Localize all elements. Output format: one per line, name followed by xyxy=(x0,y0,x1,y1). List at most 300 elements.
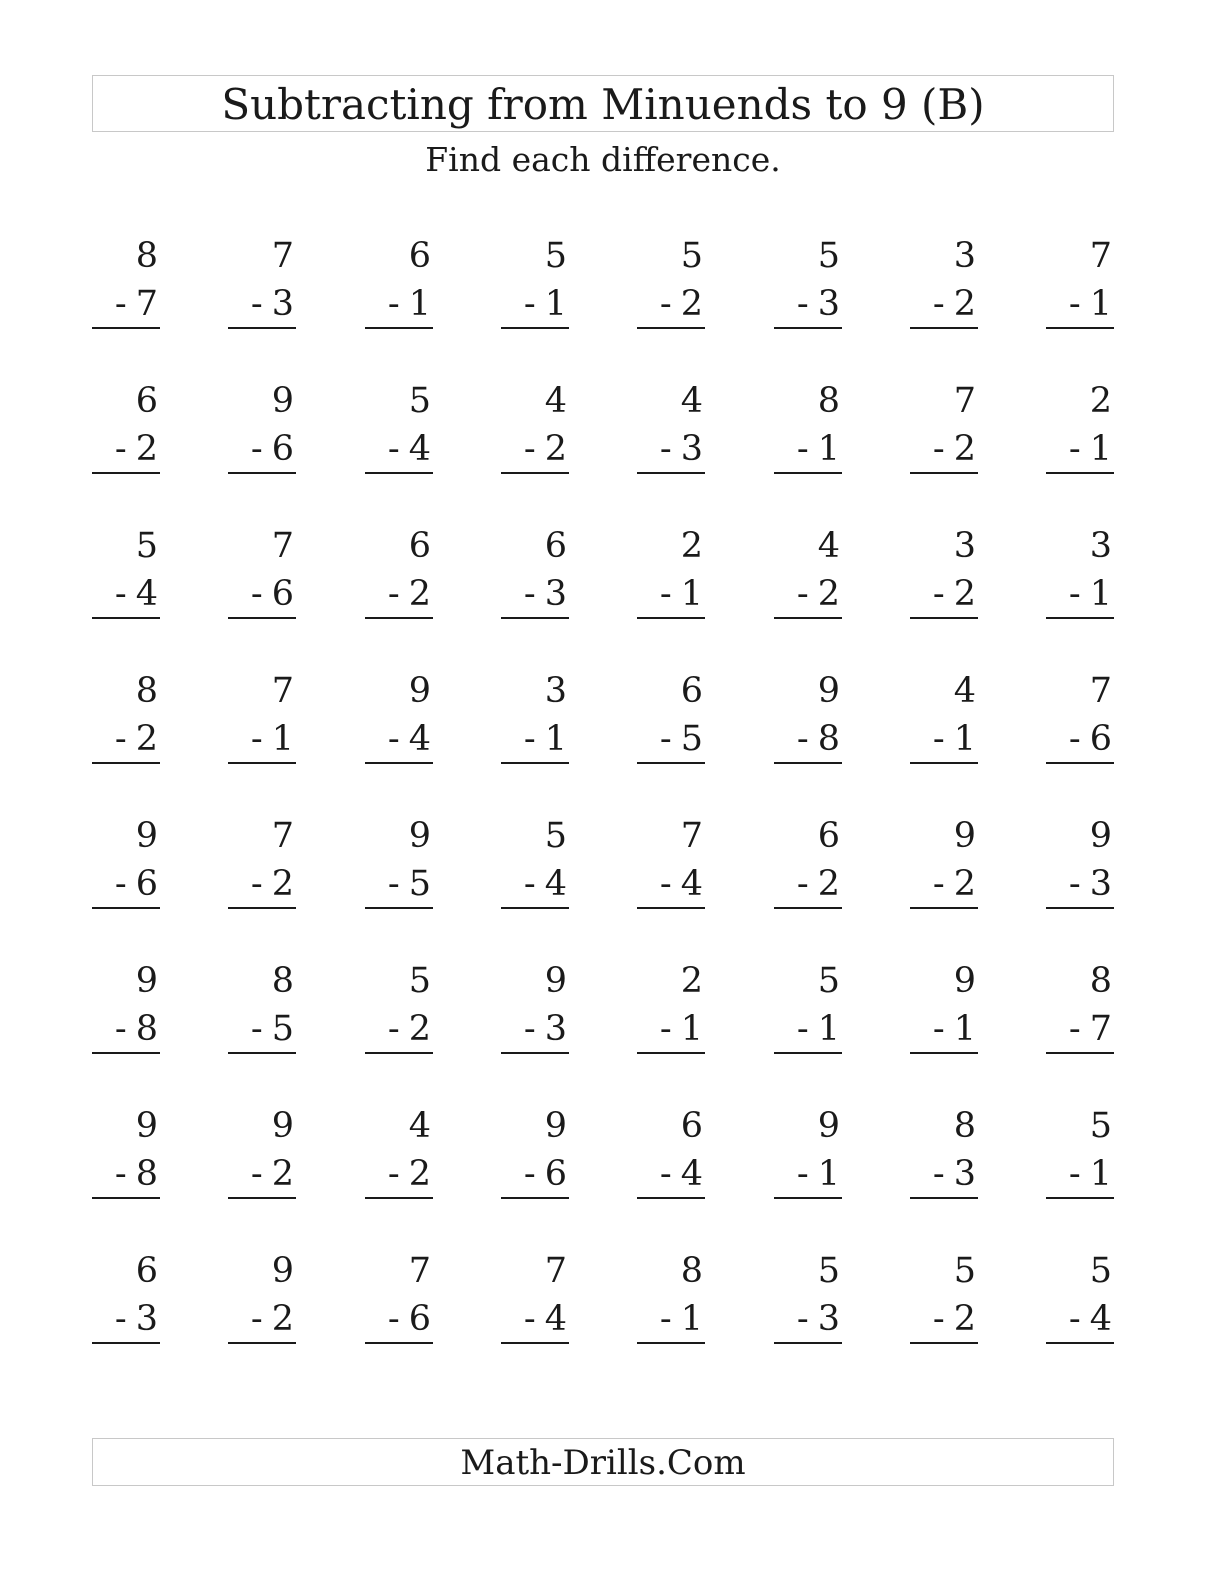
answer-line xyxy=(1046,472,1114,474)
minuend: 2 xyxy=(680,526,703,566)
subtraction-problem xyxy=(92,377,160,487)
answer-line xyxy=(365,327,433,329)
minuend: 9 xyxy=(135,1106,158,1146)
minus-sign: - xyxy=(1068,1299,1081,1339)
subtrahend: 2 xyxy=(953,429,976,469)
minuend: 9 xyxy=(1089,816,1112,856)
subtraction-problem xyxy=(228,522,296,632)
answer-line xyxy=(774,1052,842,1054)
subtrahend: 6 xyxy=(271,429,294,469)
subtrahend-line xyxy=(660,1295,703,1343)
minuend: 8 xyxy=(135,671,158,711)
minus-sign: - xyxy=(1068,429,1081,469)
subtrahend-line xyxy=(797,860,840,908)
subtrahend: 6 xyxy=(408,1299,431,1339)
subtrahend-line xyxy=(797,1295,840,1343)
subtrahend-line xyxy=(660,1005,703,1053)
minus-sign: - xyxy=(114,1154,127,1194)
subtraction-problem xyxy=(365,957,433,1067)
subtraction-problem xyxy=(228,667,296,777)
subtrahend: 5 xyxy=(408,864,431,904)
answer-line xyxy=(365,472,433,474)
subtrahend-line xyxy=(388,570,431,618)
subtrahend-line xyxy=(797,570,840,618)
minus-sign: - xyxy=(114,1009,127,1049)
subtraction-problem xyxy=(1046,1102,1114,1212)
subtrahend: 3 xyxy=(1089,864,1112,904)
minuend: 9 xyxy=(817,671,840,711)
subtraction-problem xyxy=(1046,957,1114,1067)
subtrahend-line xyxy=(933,280,976,328)
subtrahend-line xyxy=(1069,1005,1112,1053)
subtrahend: 2 xyxy=(135,429,158,469)
subtraction-problem xyxy=(637,812,705,922)
subtrahend-line xyxy=(115,425,158,473)
subtrahend-line xyxy=(1069,715,1112,763)
subtraction-problem xyxy=(1046,812,1114,922)
answer-line xyxy=(910,907,978,909)
subtraction-problem xyxy=(637,232,705,342)
subtrahend-line xyxy=(933,715,976,763)
subtraction-problem xyxy=(228,812,296,922)
answer-line xyxy=(228,1197,296,1199)
minuend: 7 xyxy=(1089,236,1112,276)
subtraction-problem xyxy=(228,377,296,487)
subtrahend-line xyxy=(660,715,703,763)
minuend: 7 xyxy=(544,1251,567,1291)
subtrahend-line xyxy=(524,860,567,908)
minuend: 4 xyxy=(544,381,567,421)
answer-line xyxy=(637,1052,705,1054)
answer-line xyxy=(1046,1342,1114,1344)
minuend: 7 xyxy=(1089,671,1112,711)
answer-line xyxy=(92,1052,160,1054)
subtrahend-line xyxy=(251,860,294,908)
minus-sign: - xyxy=(114,284,127,324)
minus-sign: - xyxy=(796,719,809,759)
subtrahend: 7 xyxy=(135,284,158,324)
minuend: 9 xyxy=(953,961,976,1001)
answer-line xyxy=(501,1342,569,1344)
minus-sign: - xyxy=(1068,719,1081,759)
answer-line xyxy=(910,472,978,474)
minus-sign: - xyxy=(387,429,400,469)
subtraction-problem xyxy=(228,957,296,1067)
answer-line xyxy=(1046,327,1114,329)
minuend: 4 xyxy=(680,381,703,421)
subtrahend-line xyxy=(524,715,567,763)
subtrahend: 2 xyxy=(135,719,158,759)
subtrahend: 3 xyxy=(953,1154,976,1194)
subtrahend-line xyxy=(388,715,431,763)
subtraction-problem xyxy=(637,1102,705,1212)
subtraction-problem xyxy=(774,377,842,487)
minuend: 5 xyxy=(544,236,567,276)
answer-line xyxy=(637,1342,705,1344)
subtraction-problem xyxy=(92,522,160,632)
subtraction-problem xyxy=(501,957,569,1067)
subtrahend: 2 xyxy=(817,864,840,904)
minus-sign: - xyxy=(250,574,263,614)
subtraction-problem xyxy=(228,232,296,342)
minuend: 7 xyxy=(680,816,703,856)
subtrahend: 4 xyxy=(544,864,567,904)
worksheet-title: Subtracting from Minuends to 9 (B) xyxy=(221,80,985,129)
subtrahend: 2 xyxy=(953,864,976,904)
subtrahend: 2 xyxy=(408,1154,431,1194)
subtrahend: 1 xyxy=(544,284,567,324)
minuend: 5 xyxy=(1089,1106,1112,1146)
subtrahend: 2 xyxy=(408,574,431,614)
subtrahend: 1 xyxy=(1089,429,1112,469)
minus-sign: - xyxy=(796,1299,809,1339)
subtrahend: 3 xyxy=(680,429,703,469)
subtraction-problem xyxy=(1046,1247,1114,1357)
subtraction-problem xyxy=(501,232,569,342)
minus-sign: - xyxy=(387,719,400,759)
minus-sign: - xyxy=(1068,284,1081,324)
answer-line xyxy=(774,1342,842,1344)
subtrahend: 4 xyxy=(544,1299,567,1339)
subtrahend-line xyxy=(1069,570,1112,618)
subtraction-problem xyxy=(774,812,842,922)
minus-sign: - xyxy=(796,864,809,904)
subtrahend: 2 xyxy=(953,1299,976,1339)
subtrahend: 4 xyxy=(680,864,703,904)
subtrahend-line xyxy=(660,860,703,908)
subtrahend-line xyxy=(524,1150,567,1198)
minuend: 9 xyxy=(408,671,431,711)
subtrahend-line xyxy=(1069,1150,1112,1198)
subtrahend: 8 xyxy=(135,1009,158,1049)
subtraction-problem xyxy=(1046,522,1114,632)
subtrahend: 6 xyxy=(544,1154,567,1194)
minus-sign: - xyxy=(796,1009,809,1049)
subtraction-problem xyxy=(774,522,842,632)
subtraction-problem xyxy=(1046,232,1114,342)
answer-line xyxy=(637,472,705,474)
subtraction-problem xyxy=(774,1247,842,1357)
minuend: 5 xyxy=(544,816,567,856)
minus-sign: - xyxy=(659,574,672,614)
minuend: 6 xyxy=(544,526,567,566)
answer-line xyxy=(92,327,160,329)
subtrahend: 1 xyxy=(544,719,567,759)
minus-sign: - xyxy=(523,284,536,324)
minuend: 7 xyxy=(953,381,976,421)
minus-sign: - xyxy=(114,719,127,759)
subtrahend-line xyxy=(1069,280,1112,328)
subtrahend-line xyxy=(115,570,158,618)
subtrahend: 4 xyxy=(408,429,431,469)
minus-sign: - xyxy=(250,719,263,759)
minuend: 4 xyxy=(953,671,976,711)
subtraction-problem xyxy=(92,957,160,1067)
minus-sign: - xyxy=(523,1154,536,1194)
answer-line xyxy=(228,617,296,619)
subtrahend: 1 xyxy=(1089,1154,1112,1194)
minus-sign: - xyxy=(523,574,536,614)
subtraction-problem xyxy=(501,377,569,487)
subtrahend: 3 xyxy=(817,284,840,324)
subtrahend-line xyxy=(933,1295,976,1343)
minus-sign: - xyxy=(1068,574,1081,614)
minus-sign: - xyxy=(659,719,672,759)
subtrahend-line xyxy=(251,1005,294,1053)
minus-sign: - xyxy=(114,574,127,614)
minuend: 5 xyxy=(817,236,840,276)
subtrahend-line xyxy=(524,1005,567,1053)
subtraction-problem xyxy=(1046,377,1114,487)
subtrahend-line xyxy=(660,570,703,618)
subtrahend: 7 xyxy=(1089,1009,1112,1049)
subtrahend: 6 xyxy=(271,574,294,614)
minuend: 7 xyxy=(271,816,294,856)
minus-sign: - xyxy=(796,1154,809,1194)
subtraction-problem xyxy=(774,667,842,777)
answer-line xyxy=(637,327,705,329)
subtraction-problem xyxy=(501,667,569,777)
minus-sign: - xyxy=(250,284,263,324)
answer-line xyxy=(501,907,569,909)
minuend: 5 xyxy=(817,1251,840,1291)
answer-line xyxy=(910,762,978,764)
minus-sign: - xyxy=(659,284,672,324)
minuend: 8 xyxy=(271,961,294,1001)
minuend: 8 xyxy=(1089,961,1112,1001)
subtraction-problem xyxy=(228,1102,296,1212)
subtrahend-line xyxy=(660,425,703,473)
minus-sign: - xyxy=(523,1009,536,1049)
answer-line xyxy=(228,327,296,329)
answer-line xyxy=(228,1052,296,1054)
subtraction-problem xyxy=(637,1247,705,1357)
subtrahend: 2 xyxy=(544,429,567,469)
subtrahend-line xyxy=(797,425,840,473)
minuend: 9 xyxy=(271,1106,294,1146)
subtrahend-line xyxy=(388,425,431,473)
subtrahend: 8 xyxy=(135,1154,158,1194)
answer-line xyxy=(774,907,842,909)
subtrahend-line xyxy=(797,280,840,328)
minuend: 6 xyxy=(680,1106,703,1146)
subtraction-problem xyxy=(774,1102,842,1212)
minus-sign: - xyxy=(114,429,127,469)
answer-line xyxy=(365,617,433,619)
subtrahend-line xyxy=(524,280,567,328)
subtraction-problem xyxy=(92,667,160,777)
subtraction-problem xyxy=(365,232,433,342)
minuend: 9 xyxy=(271,381,294,421)
subtrahend: 6 xyxy=(135,864,158,904)
subtrahend: 4 xyxy=(1089,1299,1112,1339)
subtrahend-line xyxy=(660,280,703,328)
subtraction-problem xyxy=(910,522,978,632)
minuend: 6 xyxy=(817,816,840,856)
subtraction-problem xyxy=(637,522,705,632)
subtrahend: 1 xyxy=(680,1299,703,1339)
minuend: 6 xyxy=(135,1251,158,1291)
minus-sign: - xyxy=(387,1299,400,1339)
subtrahend: 3 xyxy=(817,1299,840,1339)
subtrahend-line xyxy=(933,425,976,473)
subtrahend: 1 xyxy=(408,284,431,324)
answer-line xyxy=(501,762,569,764)
minuend: 2 xyxy=(1089,381,1112,421)
answer-line xyxy=(910,327,978,329)
subtraction-problem xyxy=(910,667,978,777)
subtrahend: 4 xyxy=(680,1154,703,1194)
minuend: 2 xyxy=(680,961,703,1001)
subtrahend: 2 xyxy=(953,574,976,614)
answer-line xyxy=(637,762,705,764)
answer-line xyxy=(774,617,842,619)
subtrahend-line xyxy=(115,1150,158,1198)
subtrahend: 2 xyxy=(271,1154,294,1194)
answer-line xyxy=(365,1197,433,1199)
answer-line xyxy=(1046,907,1114,909)
minus-sign: - xyxy=(796,429,809,469)
subtrahend-line xyxy=(251,280,294,328)
minus-sign: - xyxy=(1068,1009,1081,1049)
subtrahend-line xyxy=(933,1150,976,1198)
subtrahend-line xyxy=(115,1005,158,1053)
subtrahend: 8 xyxy=(817,719,840,759)
subtraction-problem xyxy=(637,667,705,777)
subtrahend-line xyxy=(388,280,431,328)
minus-sign: - xyxy=(523,864,536,904)
minus-sign: - xyxy=(1068,864,1081,904)
minus-sign: - xyxy=(250,1009,263,1049)
subtraction-problem xyxy=(365,377,433,487)
subtraction-problem xyxy=(501,1247,569,1357)
minus-sign: - xyxy=(250,864,263,904)
minus-sign: - xyxy=(114,1299,127,1339)
answer-line xyxy=(774,327,842,329)
subtraction-problem xyxy=(365,1247,433,1357)
answer-line xyxy=(228,1342,296,1344)
minuend: 7 xyxy=(408,1251,431,1291)
subtrahend-line xyxy=(388,1005,431,1053)
answer-line xyxy=(365,1342,433,1344)
subtrahend: 3 xyxy=(544,1009,567,1049)
minus-sign: - xyxy=(932,719,945,759)
subtraction-problem xyxy=(92,232,160,342)
subtraction-problem xyxy=(1046,667,1114,777)
subtrahend-line xyxy=(251,715,294,763)
subtrahend: 6 xyxy=(1089,719,1112,759)
subtrahend: 1 xyxy=(1089,284,1112,324)
minus-sign: - xyxy=(932,1009,945,1049)
minus-sign: - xyxy=(659,1009,672,1049)
minuend: 4 xyxy=(817,526,840,566)
subtrahend-line xyxy=(524,1295,567,1343)
answer-line xyxy=(910,1052,978,1054)
minus-sign: - xyxy=(932,1154,945,1194)
minuend: 5 xyxy=(680,236,703,276)
subtrahend: 4 xyxy=(408,719,431,759)
minus-sign: - xyxy=(659,864,672,904)
minuend: 7 xyxy=(271,236,294,276)
minuend: 3 xyxy=(1089,526,1112,566)
answer-line xyxy=(1046,762,1114,764)
answer-line xyxy=(501,1052,569,1054)
minus-sign: - xyxy=(932,1299,945,1339)
minuend: 4 xyxy=(408,1106,431,1146)
minus-sign: - xyxy=(250,429,263,469)
subtrahend-line xyxy=(115,280,158,328)
minuend: 5 xyxy=(135,526,158,566)
answer-line xyxy=(637,907,705,909)
subtrahend: 1 xyxy=(817,1009,840,1049)
answer-line xyxy=(92,1197,160,1199)
subtrahend: 1 xyxy=(271,719,294,759)
subtrahend: 1 xyxy=(680,1009,703,1049)
minuend: 9 xyxy=(953,816,976,856)
minuend: 8 xyxy=(135,236,158,276)
subtraction-problem xyxy=(92,812,160,922)
subtraction-problem xyxy=(365,667,433,777)
answer-line xyxy=(365,1052,433,1054)
minus-sign: - xyxy=(387,864,400,904)
subtraction-problem xyxy=(365,812,433,922)
subtraction-problem xyxy=(774,957,842,1067)
minuend: 5 xyxy=(953,1251,976,1291)
subtrahend-line xyxy=(660,1150,703,1198)
minus-sign: - xyxy=(523,1299,536,1339)
subtraction-problem xyxy=(910,1247,978,1357)
subtraction-problem xyxy=(910,812,978,922)
subtrahend-line xyxy=(524,425,567,473)
subtrahend-line xyxy=(797,1005,840,1053)
minuend: 9 xyxy=(135,816,158,856)
subtrahend: 5 xyxy=(271,1009,294,1049)
minus-sign: - xyxy=(659,1154,672,1194)
subtraction-problem xyxy=(501,1102,569,1212)
subtrahend: 1 xyxy=(680,574,703,614)
subtraction-problem xyxy=(637,377,705,487)
minus-sign: - xyxy=(932,864,945,904)
answer-line xyxy=(637,617,705,619)
answer-line xyxy=(774,762,842,764)
subtrahend-line xyxy=(388,1150,431,1198)
subtrahend-line xyxy=(1069,860,1112,908)
subtrahend: 1 xyxy=(953,719,976,759)
subtraction-problem xyxy=(774,232,842,342)
subtrahend-line xyxy=(797,1150,840,1198)
minuend: 3 xyxy=(953,526,976,566)
answer-line xyxy=(501,617,569,619)
answer-line xyxy=(92,907,160,909)
minuend: 8 xyxy=(953,1106,976,1146)
minus-sign: - xyxy=(387,284,400,324)
answer-line xyxy=(228,907,296,909)
subtrahend: 2 xyxy=(408,1009,431,1049)
subtrahend-line xyxy=(251,1150,294,1198)
answer-line xyxy=(774,1197,842,1199)
answer-line xyxy=(910,1342,978,1344)
answer-line xyxy=(228,472,296,474)
subtrahend: 1 xyxy=(953,1009,976,1049)
subtrahend: 1 xyxy=(817,429,840,469)
minuend: 9 xyxy=(544,961,567,1001)
answer-line xyxy=(92,762,160,764)
answer-line xyxy=(92,472,160,474)
minuend: 9 xyxy=(135,961,158,1001)
subtraction-problem xyxy=(910,1102,978,1212)
subtrahend-line xyxy=(933,860,976,908)
problem-grid xyxy=(92,232,1114,1352)
